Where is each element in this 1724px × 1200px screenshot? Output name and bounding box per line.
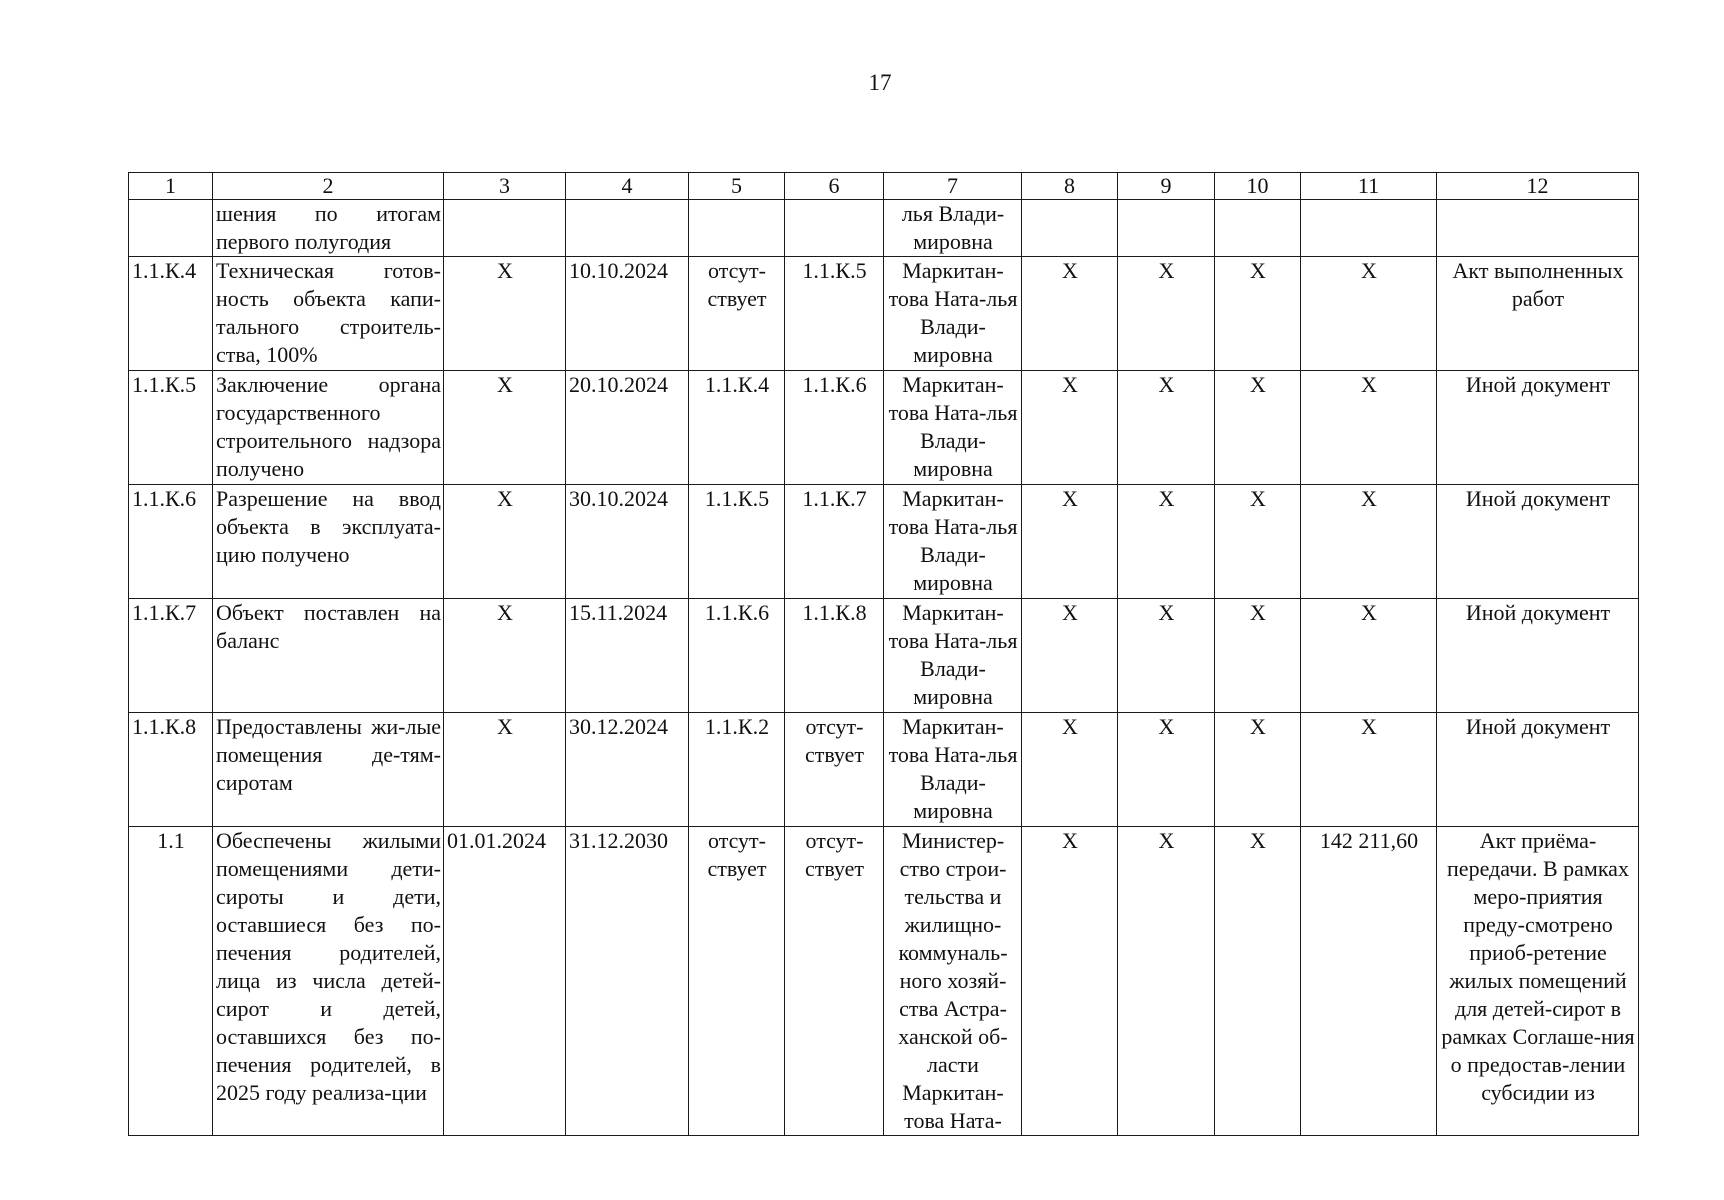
cell-predecessor: отсут-ствует [689,257,785,371]
cell-predecessor: 1.1.К.2 [689,713,785,827]
cell-document: Иной документ [1437,485,1639,599]
cell-document: Акт приёма-передачи. В рамках меро-приятия преду-смотрено приоб-ретение жилых помещений для детей-сирот в рамках Соглаше-ния о предостав-лении субсидии из [1437,827,1639,1136]
cell-name: Объект поставлен на баланс [213,599,444,713]
cell-id [129,200,213,257]
cell-responsible: Министер-ство строи-тельства и жилищно-коммуналь-ного хозяй-ства Астра-ханской об-ласти Маркитан-това Ната- [884,827,1022,1136]
cell-end-date: 30.12.2024 [566,713,689,827]
cell-amount: X [1301,599,1437,713]
cell-name: Обеспечены жилыми помещениями дети-сироты и дети, оставшиеся без по-печения родителей, лица из числа детей-сирот и детей, оставшихся без по-печения родителей, в 2025 году реализа-ции [213,827,444,1136]
cell-name: Предоставлены жи-лые помещения де-тям-сиротам [213,713,444,827]
cell-id: 1.1.К.5 [129,371,213,485]
cell-amount [1301,200,1437,257]
cell-end-date [566,200,689,257]
cell-col10: X [1215,257,1301,371]
cell-responsible: Маркитан-това Ната-лья Влади-мировна [884,713,1022,827]
cell-successor: 1.1.К.8 [785,599,884,713]
cell-start-date: 01.01.2024 [444,827,566,1136]
header-cell: 6 [785,173,884,200]
cell-col8 [1022,200,1118,257]
cell-document [1437,200,1639,257]
cell-col10: X [1215,371,1301,485]
page-number: 17 [868,70,892,95]
header-cell: 7 [884,173,1022,200]
cell-document: Акт выполненных работ [1437,257,1639,371]
cell-amount: X [1301,257,1437,371]
cell-responsible: Маркитан-това Ната-лья Влади-мировна [884,599,1022,713]
header-cell: 9 [1118,173,1215,200]
cell-end-date: 31.12.2030 [566,827,689,1136]
cell-predecessor [689,200,785,257]
cell-name: Заключение органа государственного строительного надзора получено [213,371,444,485]
cell-start-date [444,200,566,257]
cell-col9: X [1118,257,1215,371]
table-row [129,371,1639,485]
cell-start-date: X [444,713,566,827]
header-cell: 5 [689,173,785,200]
cell-id: 1.1.К.8 [129,713,213,827]
cell-col10: X [1215,713,1301,827]
cell-responsible: Маркитан-това Ната-лья Влади-мировна [884,257,1022,371]
header-cell: 12 [1437,173,1639,200]
table-row [129,827,1639,1136]
cell-predecessor: отсут-ствует [689,827,785,1136]
cell-responsible: Маркитан-това Ната-лья Влади-мировна [884,371,1022,485]
header-cell: 10 [1215,173,1301,200]
cell-col8: X [1022,599,1118,713]
cell-id: 1.1 [129,827,213,1136]
cell-start-date: X [444,485,566,599]
cell-col10: X [1215,827,1301,1136]
cell-id: 1.1.К.6 [129,485,213,599]
cell-successor: отсут-ствует [785,713,884,827]
cell-end-date: 20.10.2024 [566,371,689,485]
cell-successor: отсут-ствует [785,827,884,1136]
cell-start-date: X [444,371,566,485]
cell-name: Разрешение на ввод объекта в эксплуата-цию получено [213,485,444,599]
table-row [129,599,1639,713]
cell-col8: X [1022,713,1118,827]
cell-successor: 1.1.К.5 [785,257,884,371]
cell-col8: X [1022,827,1118,1136]
cell-start-date: X [444,257,566,371]
cell-col10: X [1215,485,1301,599]
cell-end-date: 30.10.2024 [566,485,689,599]
cell-col9: X [1118,371,1215,485]
cell-id: 1.1.К.7 [129,599,213,713]
cell-responsible: лья Влади-мировна [884,200,1022,257]
cell-end-date: 15.11.2024 [566,599,689,713]
cell-document: Иной документ [1437,371,1639,485]
table-row [129,713,1639,827]
cell-successor: 1.1.К.6 [785,371,884,485]
table-row [129,485,1639,599]
cell-col9 [1118,200,1215,257]
cell-amount: X [1301,485,1437,599]
cell-col8: X [1022,485,1118,599]
cell-amount: X [1301,371,1437,485]
cell-col9: X [1118,599,1215,713]
header-cell: 11 [1301,173,1437,200]
cell-document: Иной документ [1437,713,1639,827]
cell-predecessor: 1.1.К.4 [689,371,785,485]
cell-successor: 1.1.К.7 [785,485,884,599]
cell-col10: X [1215,599,1301,713]
cell-col8: X [1022,371,1118,485]
header-cell: 2 [213,173,444,200]
header-cell: 8 [1022,173,1118,200]
cell-id: 1.1.К.4 [129,257,213,371]
cell-responsible: Маркитан-това Ната-лья Влади-мировна [884,485,1022,599]
header-row [129,173,1639,200]
cell-start-date: X [444,599,566,713]
data-table [128,172,1639,1136]
table-row [129,200,1639,257]
header-cell: 3 [444,173,566,200]
cell-amount: 142 211,60 [1301,827,1437,1136]
cell-end-date: 10.10.2024 [566,257,689,371]
cell-col8: X [1022,257,1118,371]
cell-col9: X [1118,827,1215,1136]
cell-successor [785,200,884,257]
header-cell: 1 [129,173,213,200]
cell-col10 [1215,200,1301,257]
header-cell: 4 [566,173,689,200]
cell-col9: X [1118,485,1215,599]
table-row [129,257,1639,371]
cell-name: Техническая готов-ность объекта капи-тального строитель-ства, 100% [213,257,444,371]
cell-document: Иной документ [1437,599,1639,713]
cell-predecessor: 1.1.К.6 [689,599,785,713]
cell-predecessor: 1.1.К.5 [689,485,785,599]
cell-name: шения по итогам первого полугодия [213,200,444,257]
cell-col9: X [1118,713,1215,827]
cell-amount: X [1301,713,1437,827]
